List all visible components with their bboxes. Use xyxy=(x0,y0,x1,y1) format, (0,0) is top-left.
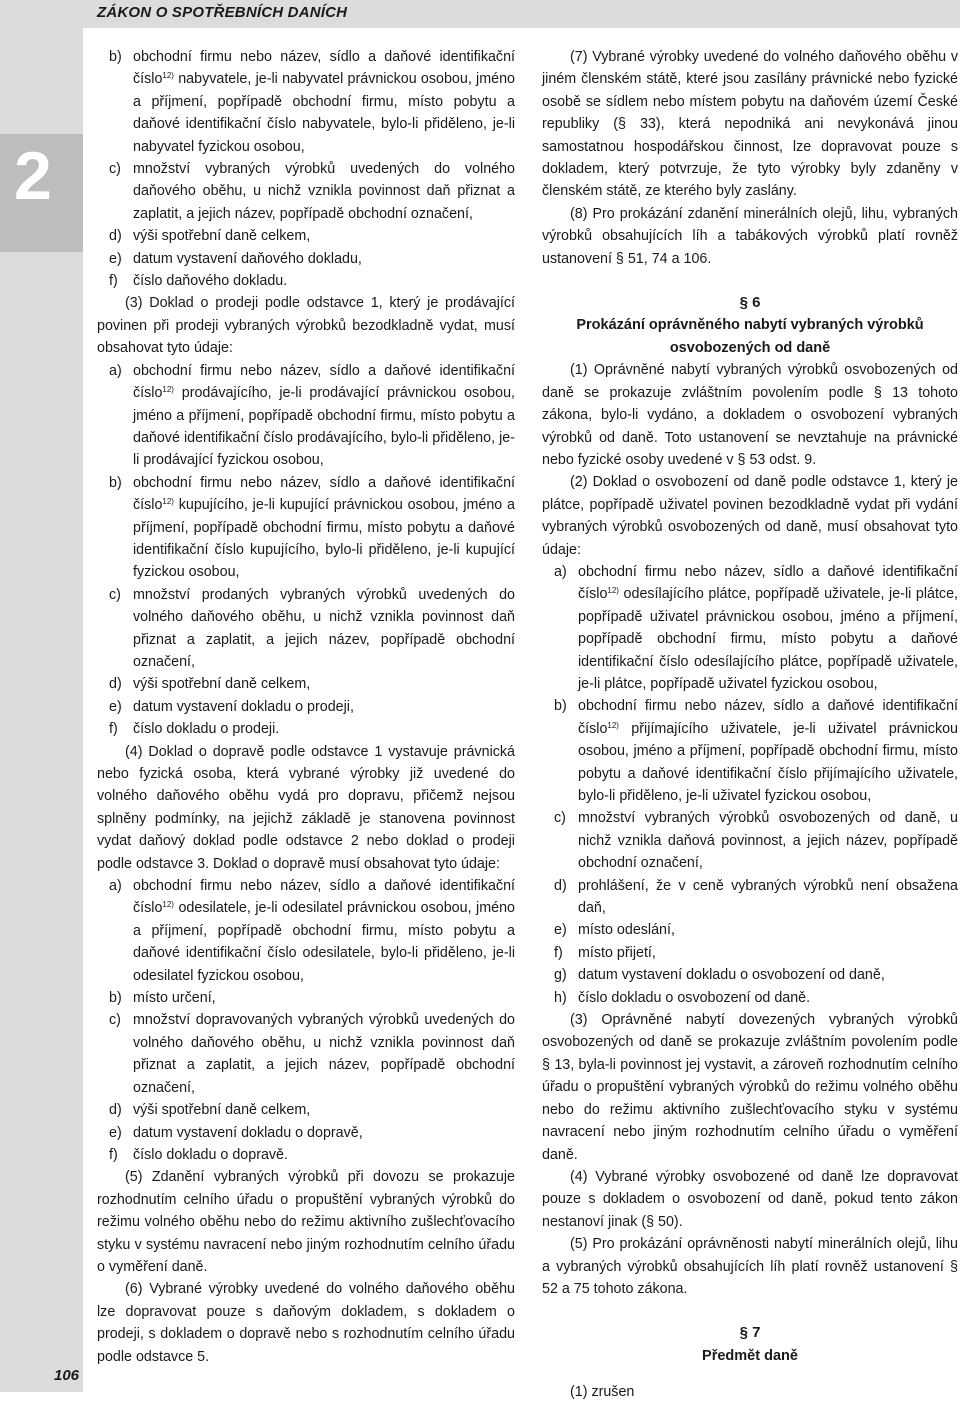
paragraph-3: (3) Doklad o prodeji podle odstavce 1, který je prodávající povinen při prodeji vybraných výrobků bezodkladně vydat, musí obsahovat tyto údaje: xyxy=(97,295,515,357)
list-item-label: g) xyxy=(554,967,567,984)
list-item xyxy=(97,46,515,158)
list-item xyxy=(97,1099,515,1121)
section-6-paragraph-2: (2) Doklad o osvobození od daně podle odstavce 1, který je plátce, popřípadě uživatel povinen bezodkladně vydat při vydání vybraných výrobků osvobozených od daně, musí obsahovat tyto údaje: xyxy=(542,474,958,558)
list-item-label: d) xyxy=(109,228,122,245)
list-item-label: d) xyxy=(554,877,567,894)
paragraph-6: (6) Vybrané výrobky uvedené do volného daňového oběhu lze dopravovat pouze s daňovým dokladem, s dokladem o prodeji, s dokladem o dopravě nebo s rozhodnutím celního úřadu podle odstavce 5. xyxy=(97,1281,515,1365)
list-item-label: e) xyxy=(554,922,567,939)
list-item-text: výši spotřební daně celkem, xyxy=(133,228,311,245)
list-item xyxy=(97,1144,515,1166)
right-column xyxy=(542,46,958,1404)
list-item xyxy=(542,919,958,941)
list-item-text: množství vybraných výrobků uvedených do volného daňového oběhu, u nichž vznikla povinnost daň přiznat a zaplatit, a jejich název, popřípadě obchodní označení, xyxy=(133,161,515,222)
list-item-label: b) xyxy=(109,990,122,1007)
list-item-text: obchodní firmu nebo název, sídlo a daňové identifikační číslo$^{12)}$ odesílajícího plátce, popřípadě uživatele, je-li plátce, popřípadě uživatel právnickou osobou, jméno a příjmení, popřípadě obchodní firmu, místo pobytu a daňové identifikační číslo odesílajícího plátce, popřípadě uživatele, je-li plátce, popřípadě uživatel fyzickou osobou, xyxy=(578,563,958,692)
list-para-3 xyxy=(97,360,515,741)
list-item-text: místo určení, xyxy=(133,990,216,1007)
list-item xyxy=(542,987,958,1009)
section-7-title: Předmět daně xyxy=(702,1347,798,1364)
list-item xyxy=(542,807,958,874)
list-item-label: c) xyxy=(109,1012,121,1029)
list-item xyxy=(97,1122,515,1144)
list-item xyxy=(97,987,515,1009)
list-item-text: množství prodaných vybraných výrobků uvedených do volného daňového oběhu, u nichž vznikla povinnost daň přiznat a zaplatit, a jejich název, popřípadě obchodní označení, xyxy=(133,586,515,670)
list-item-text: místo přijetí, xyxy=(578,944,656,961)
list-item xyxy=(97,718,515,740)
page-number: 106 xyxy=(54,1367,80,1384)
paragraph-5: (5) Zdanění vybraných výrobků při dovozu se prokazuje rozhodnutím celního úřadu o propuštění vybraných výrobků do režimu volného oběhu nebo do režimu aktivního zušlechťovacího styku v systému navracení nebo jiným rozhodnutím celního úřadu o vyměření daně. xyxy=(97,1169,515,1275)
list-item-label: e) xyxy=(109,250,122,267)
list-item-text: datum vystavení dokladu o prodeji, xyxy=(133,698,354,715)
list-item xyxy=(97,158,515,225)
list-item-label: e) xyxy=(109,698,122,715)
list-item xyxy=(97,360,515,472)
section-6-paragraph-4: (4) Vybrané výrobky osvobozené od daně lze dopravovat pouze s dokladem o osvobození od daně, pokud tento zákon nestanoví jinak (§ 50). xyxy=(542,1168,958,1230)
paragraph-7: (7) Vybrané výrobky uvedené do volného daňového oběhu v jiném členském státě, které jsou zasílány právnické nebo fyzické osobě se sídlem nebo místem pobytu na daňovém území České republiky (§ 33), která nepodniká ani nevykonává jinou samostatnou hospodářskou činnost, lze dopravovat pouze s dokladem, který potvrzuje, že tyto výrobky byly zdaněny v členském státě, ze kterého byly zaslány. xyxy=(542,49,958,200)
section-6-paragraph-1: (1) Oprávněné nabytí vybraných výrobků osvobozených od daně se prokazuje zvláštním povolením podle § 13 tohoto zákona, bylo-li vydáno, a dokladem o osvobození vybraných výrobků od daně. Toto ustanovení se nevztahuje na právnické nebo fyzické osoby uvedené v § 53 odst. 9. xyxy=(542,362,958,468)
list-item-label: d) xyxy=(109,676,122,693)
list-item-text: obchodní firmu nebo název, sídlo a daňové identifikační číslo$^{12)}$ nabyvatele, je-li nabyvatel právnickou osobou, jméno a příjmení, popřípadě obchodní firmu, místo pobytu a daňové identifikační číslo nabyvatele, bylo-li přiděleno, je-li nabyvatel fyzickou osobou, xyxy=(133,49,515,155)
list-item-text: číslo dokladu o dopravě. xyxy=(133,1146,288,1163)
list-item xyxy=(97,584,515,674)
list-item-text: číslo daňového dokladu. xyxy=(133,273,288,290)
list-item-label: f) xyxy=(109,273,118,290)
section-6-paragraph-3: (3) Oprávněné nabytí dovezených vybraných výrobků osvobozených od daně se prokazuje zvláštním povolením podle § 13, byla-li povinnost jej vystavit, a zároveň rozhodnutím celního úřadu o propuštění vybraných výrobků do režimu volného oběhu nebo do režimu aktivního zušlechťovacího styku v systému navracení nebo jiným rozhodnutím celního úřadu o vyměření daně. xyxy=(542,1012,958,1163)
section-6-list xyxy=(542,561,958,1009)
section-6-title: Prokázání oprávněného nabytí vybraných výrobků osvobozených od daně xyxy=(576,317,924,356)
list-item xyxy=(542,875,958,920)
list-item-label: f) xyxy=(554,944,563,961)
list-para-4 xyxy=(97,875,515,1166)
section-7-number: § 7 xyxy=(739,1324,761,1342)
list-item-text: výši spotřební daně celkem, xyxy=(133,1102,311,1119)
list-item-text: obchodní firmu nebo název, sídlo a daňové identifikační číslo$^{12)}$ kupujícího, je-li kupující právnickou osobou, jméno a příjmení, popřípadě obchodní firmu, místo pobytu a daňové identifikační číslo kupujícího, bylo-li přiděleno, je-li kupující fyzickou osobou, xyxy=(133,474,515,581)
list-item xyxy=(97,696,515,718)
list-item-label: c) xyxy=(109,161,121,178)
list-item xyxy=(97,270,515,292)
list-item-label: b) xyxy=(554,698,567,715)
list-item-label: a) xyxy=(109,362,122,379)
list-top xyxy=(97,46,515,292)
list-item-text: obchodní firmu nebo název, sídlo a daňové identifikační číslo$^{12)}$ prodávajícího, je-li prodávající právnickou osobou, jméno a příjmení, popřípadě obchodní firmu, místo pobytu a daňové identifikační číslo prodávajícího, bylo-li přiděleno, je-li prodávající fyzickou osobou, xyxy=(133,362,515,469)
list-item xyxy=(542,695,958,807)
list-item-label: f) xyxy=(109,721,118,738)
chapter-number: 2 xyxy=(14,138,52,214)
list-item-text: číslo dokladu o prodeji. xyxy=(133,721,280,738)
list-item xyxy=(542,942,958,964)
list-item-label: a) xyxy=(554,563,567,580)
list-item-text: datum vystavení dokladu o dopravě, xyxy=(133,1124,363,1141)
list-item-text: prohlášení, že v ceně vybraných výrobků není obsažena daň, xyxy=(578,877,958,917)
list-item xyxy=(97,225,515,247)
list-item xyxy=(542,561,958,695)
list-item xyxy=(97,1009,515,1099)
list-item-label: f) xyxy=(109,1146,118,1163)
list-item-text: datum vystavení dokladu o osvobození od daně, xyxy=(578,967,885,984)
list-item-label: e) xyxy=(109,1124,122,1141)
list-item-text: množství dopravovaných vybraných výrobků uvedených do volného daňového oběhu, u nichž vznikla povinnost daň přiznat a zaplatit, a jejich název, popřípadě obchodní označení, xyxy=(133,1012,515,1096)
list-item-label: d) xyxy=(109,1102,122,1119)
list-item-text: místo odeslání, xyxy=(578,922,675,939)
list-item-text: obchodní firmu nebo název, sídlo a daňové identifikační číslo$^{12)}$ odesilatele, je-li odesilatel právnickou osobou, jméno a příjmení, popřípadě obchodní firmu, místo pobytu a daňové identifikační číslo odesilatele, bylo-li přiděleno, je-li odesilatel fyzickou osobou, xyxy=(133,878,515,984)
list-item-text: datum vystavení daňového dokladu, xyxy=(133,250,362,267)
list-item-text: výši spotřební daně celkem, xyxy=(133,676,311,693)
list-item-label: c) xyxy=(554,810,566,827)
list-item xyxy=(97,875,515,987)
list-item-label: c) xyxy=(109,586,121,603)
running-header-title: ZÁKON O SPOTŘEBNÍCH DANÍCH xyxy=(97,4,348,21)
list-item xyxy=(97,673,515,695)
list-item xyxy=(97,472,515,584)
list-item xyxy=(542,964,958,986)
section-7-paragraph-1: (1) zrušen xyxy=(570,1384,635,1401)
list-item-text: číslo dokladu o osvobození od daně. xyxy=(578,989,811,1006)
list-item-label: b) xyxy=(109,474,122,491)
list-item-text: obchodní firmu nebo název, sídlo a daňové identifikační číslo$^{12)}$ přijímajícího uživatele, je-li uživatel právnickou osobou, jméno a příjmení, popřípadě obchodní firmu, místo pobytu a daňové identifikační číslo přijímajícího uživatele, bylo-li přiděleno, je-li uživatel fyzickou osobou, xyxy=(578,698,958,804)
list-item-label: a) xyxy=(109,878,122,895)
left-column xyxy=(97,46,515,1368)
list-item-label: b) xyxy=(109,49,122,65)
list-item-label: h) xyxy=(554,989,567,1006)
list-item-text: množství vybraných výrobků osvobozených od daně, u nichž vznikla daňová povinnost, a jejich název, popřípadě obchodní označení, xyxy=(578,810,958,872)
section-6-paragraph-5: (5) Pro prokázání oprávněnosti nabytí minerálních olejů, lihu a vybraných výrobků obsahujících líh platí rovněž ustanovení § 52 a 75 tohoto zákona. xyxy=(542,1236,958,1297)
paragraph-4: (4) Doklad o dopravě podle odstavce 1 vystavuje právnická nebo fyzická osoba, která vybrané výrobky již uvedené do volného daňového oběhu vydá pro dopravu, přičemž nejsou splněny podmínky, na jejichž základě je stanovena povinnost vydat daňový doklad podle odstavce 2 nebo doklad o prodeji podle odstavce 3. Doklad o dopravě musí obsahovat tyto údaje: xyxy=(97,743,515,872)
paragraph-8: (8) Pro prokázání zdanění minerálních olejů, lihu, vybraných výrobků obsahujících líh a tabákových výrobků platí rovněž ustanovení § 51, 74 a 106. xyxy=(542,205,958,267)
list-item xyxy=(97,248,515,270)
section-6-number: § 6 xyxy=(739,294,761,312)
